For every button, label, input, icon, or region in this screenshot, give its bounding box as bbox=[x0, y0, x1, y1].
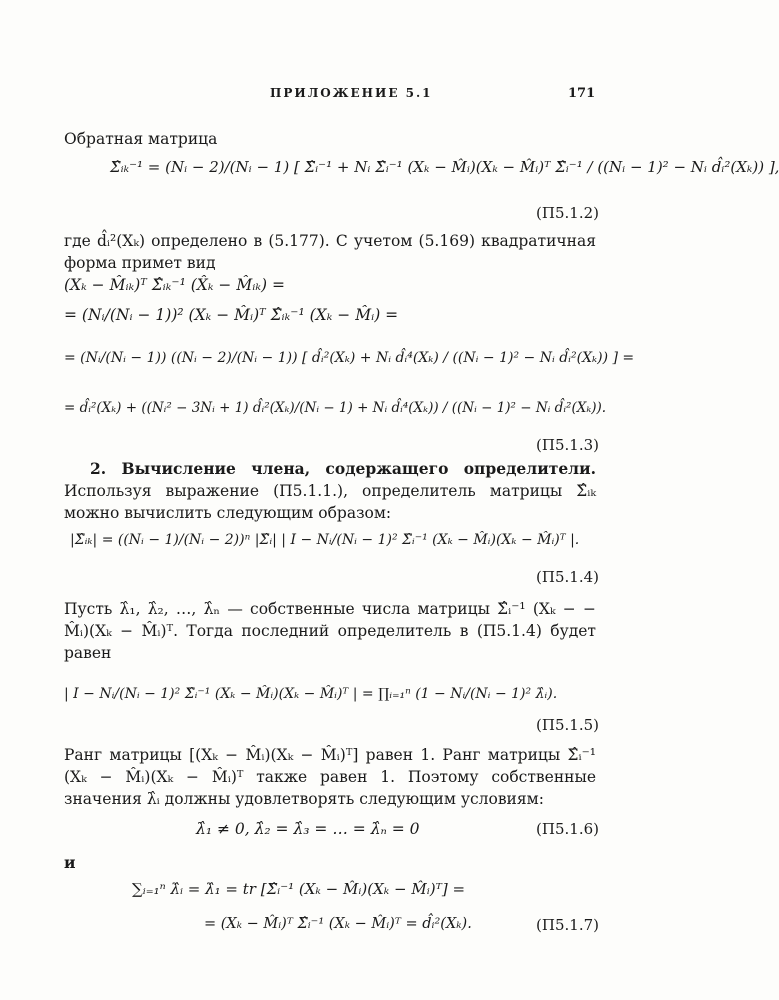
paragraph: Используя выражение (П5.1.1.), определитель матрицы Σ̂ᵢₖ можно вычислить следующим образом: bbox=[64, 482, 596, 522]
equation-number: (П5.1.6) bbox=[536, 820, 599, 838]
running-title: ПРИЛОЖЕНИЕ 5.1 bbox=[270, 86, 433, 100]
equation-number: (П5.1.5) bbox=[536, 716, 599, 734]
section-paragraph bbox=[64, 458, 596, 524]
equation-number: (П5.1.4) bbox=[536, 568, 599, 586]
equation-p5-1-3-line: = (Nᵢ/(Nᵢ − 1)) ((Nᵢ − 2)/(Nᵢ − 1)) [ d̂ᵢ²(Xₖ) + Nᵢ d̂ᵢ⁴(Xₖ) / ((Nᵢ − 1)² − Nᵢ d̂ᵢ²(Xₖ)) ] = bbox=[64, 350, 635, 366]
paragraph: Ранг матрицы [(Xₖ − M̂ᵢ)(Xₖ − M̂ᵢ)ᵀ] равен 1. Ранг матрицы Σ̂ᵢ⁻¹ (Xₖ − M̂ᵢ)(Xₖ − M̂ᵢ)ᵀ также равен 1. Поэтому собственные значения λ̂ᵢ должны удовлетворять следующим условиям: bbox=[64, 746, 596, 808]
paragraph: где d̂ᵢ²(Xₖ) определено в (5.177). С учетом (5.169) квадратичная форма примет вид bbox=[64, 232, 596, 272]
equation-number: (П5.1.7) bbox=[536, 916, 599, 934]
conjunction: и bbox=[64, 853, 76, 872]
intro-label: Обратная матрица bbox=[64, 130, 218, 148]
equation-number: (П5.1.2) bbox=[536, 204, 599, 222]
equation-number: (П5.1.3) bbox=[536, 436, 599, 454]
equation-p5-1-6: λ̂₁ ≠ 0, λ̂₂ = λ̂₃ = … = λ̂ₙ = 0 bbox=[196, 820, 420, 838]
equation-p5-1-4: |Σ̂ᵢₖ| = ((Nᵢ − 1)/(Nᵢ − 2))ⁿ |Σ̂ᵢ| | I − Nᵢ/(Nᵢ − 1)² Σ̂ᵢ⁻¹ (Xₖ − M̂ᵢ)(Xₖ − M̂ᵢ)ᵀ |. bbox=[70, 532, 580, 548]
equation-p5-1-7-line: = (Xₖ − M̂ᵢ)ᵀ Σ̂ᵢ⁻¹ (Xₖ − M̂ᵢ)ᵀ = d̂ᵢ²(Xₖ). bbox=[204, 916, 472, 932]
equation-p5-1-5: | I − Nᵢ/(Nᵢ − 1)² Σ̂ᵢ⁻¹ (Xₖ − M̂ᵢ)(Xₖ − M̂ᵢ)ᵀ | = ∏ᵢ₌₁ⁿ (1 − Nᵢ/(Nᵢ − 1)² λ̂ᵢ). bbox=[64, 686, 558, 702]
equation-p5-1-2: Σ̂ᵢₖ⁻¹ = (Nᵢ − 2)/(Nᵢ − 1) [ Σ̂ᵢ⁻¹ + Nᵢ Σ̂ᵢ⁻¹ (Xₖ − M̂ᵢ)(Xₖ − M̂ᵢ)ᵀ Σ̂ᵢ⁻¹ / ((Nᵢ − 1)² − Nᵢ d̂ᵢ²(Xₖ)) ], bbox=[110, 158, 779, 176]
equation-p5-1-7-line: ∑ᵢ₌₁ⁿ λ̂ᵢ = λ̂₁ = tr [Σ̂ᵢ⁻¹ (Xₖ − M̂ᵢ)(Xₖ − M̂ᵢ)ᵀ] = bbox=[132, 880, 466, 898]
page-number: 171 bbox=[568, 86, 596, 101]
equation-p5-1-3-line: = d̂ᵢ²(Xₖ) + ((Nᵢ² − 3Nᵢ + 1) d̂ᵢ²(Xₖ)/(Nᵢ − 1) + Nᵢ d̂ᵢ⁴(Xₖ)) / ((Nᵢ − 1)² − Nᵢ d̂ᵢ²(Xₖ)). bbox=[64, 400, 607, 416]
equation-p5-1-3-line: (Xₖ − M̂ᵢₖ)ᵀ Σ̂ᵢₖ⁻¹ (X̂ₖ − M̂ᵢₖ) = bbox=[64, 276, 285, 294]
paragraph: Пусть λ̂₁, λ̂₂, …, λ̂ₙ — собственные числа матрицы Σ̂ᵢ⁻¹ (Xₖ − − M̂ᵢ)(Xₖ − M̂ᵢ)ᵀ. Тогда последний определитель в (П5.1.4) будет равен bbox=[64, 600, 596, 662]
section-heading: 2. Вычисление члена, содержащего определители. bbox=[90, 459, 596, 478]
equation-p5-1-3-line: = (Nᵢ/(Nᵢ − 1))² (Xₖ − M̂ᵢ)ᵀ Σ̂ᵢₖ⁻¹ (Xₖ − M̂ᵢ) = bbox=[64, 306, 399, 324]
